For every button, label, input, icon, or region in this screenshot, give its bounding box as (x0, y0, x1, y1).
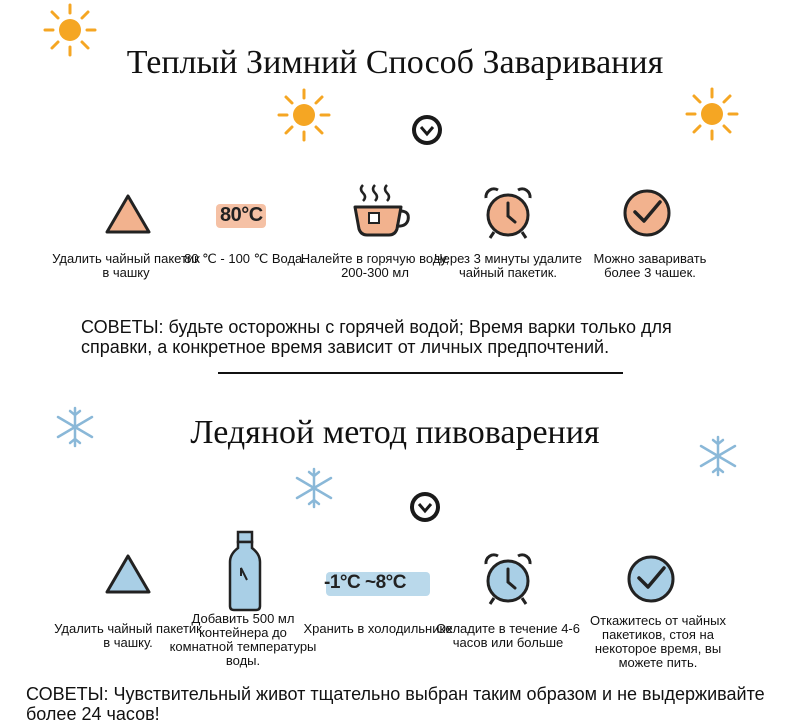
temperature-badge-text: 80°C (220, 204, 263, 226)
check-circle-icon (620, 186, 674, 240)
warm-step-1-label: Удалить чайный пакетик в чашку (52, 251, 200, 280)
warm-tips-text: СОВЕТЫ: будьте осторожны с горячей водой; Время варки только для справки, а конкретное время зависит от личных предпочтений. (81, 317, 672, 357)
cold-section-title: Ледяной метод пивоварения (190, 414, 600, 451)
sun-icon (684, 86, 740, 142)
alarm-clock-icon (480, 550, 536, 608)
warm-step-3-label: Налейте в горячую воду, 200-300 мл (300, 251, 450, 280)
cold-step-1-label: Удалить чайный пакетик в чашку. (54, 621, 202, 650)
steaming-cup-icon (349, 181, 413, 241)
warm-section-title: Теплый Зимний Способ Заваривания (126, 44, 664, 81)
alarm-clock-icon (480, 184, 536, 242)
tea-bag-icon (103, 552, 153, 598)
cold-step-4-label: Охладите в течение 4-6 часов или больше (436, 621, 580, 650)
chevron-down-icon (410, 492, 440, 522)
sun-icon (276, 87, 332, 143)
warm-step-5-label: Можно заваривать более 3 чашек. (593, 251, 707, 280)
chevron-down-icon (412, 115, 442, 145)
section-divider (218, 372, 623, 374)
cold-step-3-label: Хранить в холодильнике (303, 621, 453, 636)
check-circle-icon (624, 552, 678, 606)
cold-tips-text: СОВЕТЫ: Чувствительный живот тщательно выбран таким образом и не выдерживайте более 24 часов! (26, 684, 765, 724)
warm-step-4-label: Через 3 минуты удалите чайный пакетик. (433, 251, 583, 280)
tea-bag-icon (103, 192, 153, 238)
warm-step-2-label: 80 ℃ - 100 ℃ Вода. (184, 251, 306, 266)
snowflake-icon (292, 466, 336, 510)
cold-step-5-label: Откажитесь от чайных пакетиков, стоя на некоторое время, вы можете пить. (590, 613, 726, 670)
water-bottle-icon (225, 530, 265, 612)
temperature-badge-text: -1°C ~8°C (324, 572, 406, 593)
cold-step-2-label: Добавить 500 мл контейнера до комнатной температуры воды. (169, 611, 317, 668)
